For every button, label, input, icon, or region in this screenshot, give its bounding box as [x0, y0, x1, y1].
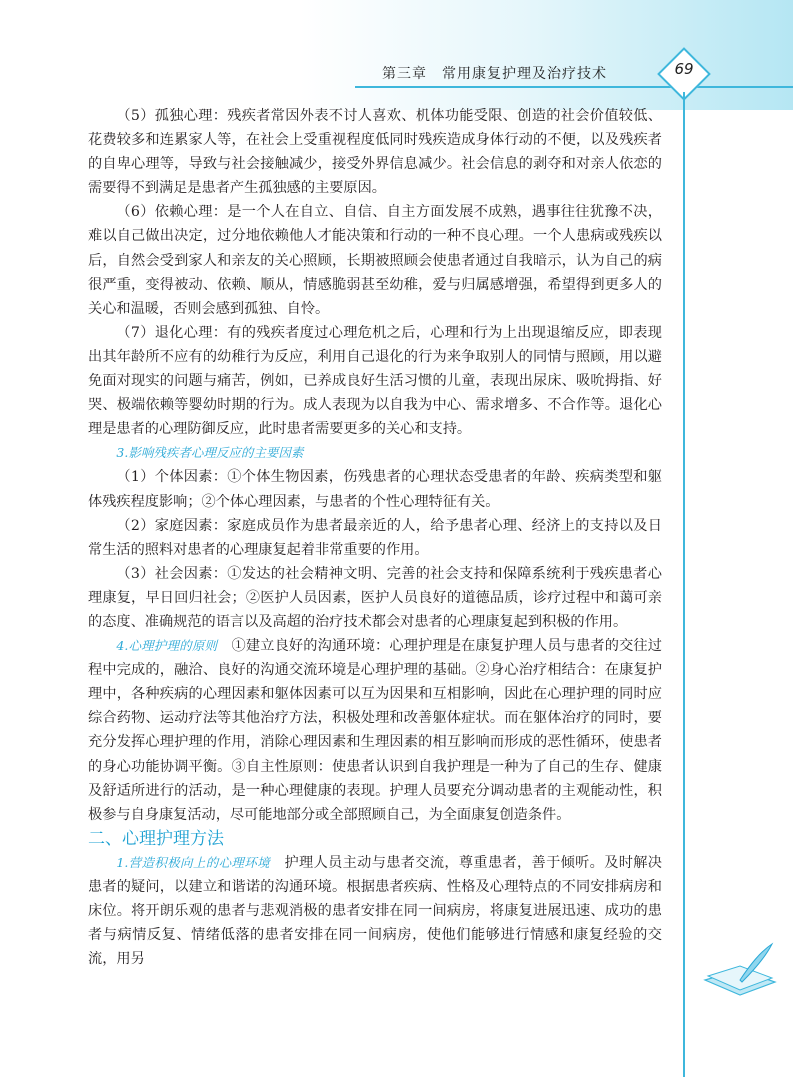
- book-quill-icon: [700, 940, 780, 1000]
- subheading-factors: [88, 441, 662, 465]
- header-gradient: [300, 0, 793, 110]
- paragraph-factor-social: （3）社会因素：①发达的社会精神文明、完善的社会支持和保障系统利于残疾患者心理康复，早日回归社会；②医护人员因素，医护人员良好的道德品质，诊疗过程中和蔼可亲的态度、准确规范的语言以及高超的治疗技术都会对患者的心理康复起到积极的作用。: [88, 565, 662, 630]
- paragraph-method-1: [88, 851, 662, 971]
- page-number: 69: [674, 60, 694, 78]
- page-body: [88, 104, 662, 971]
- margin-rule: [683, 92, 685, 1077]
- subheading-1: 1.营造积极向上的心理环境: [116, 854, 270, 870]
- header-band: [0, 0, 793, 110]
- paragraph-dependence: （6）依赖心理：是一个人在自立、自信、自主方面发展不成熟，遇事往往犹豫不决，难以自己做出决定，过分地依赖他人才能决策和行动的一种不良心理。一个人患病或残疾以后，自然会受到家人和亲友的关心照顾，长期被照顾会使患者通过自我暗示，认为自己的病很严重，变得被动、依赖、顺从，情感脆弱甚至幼稚，爱与归属感增强，希望得到更多人的关心和温暖，否则会感到孤独、自怜。: [88, 204, 662, 317]
- section-title: 二、心理护理方法: [88, 828, 224, 849]
- header-rule: [355, 86, 793, 88]
- paragraph-principles: [88, 634, 662, 827]
- subheading-4: 4.心理护理的原则: [116, 638, 218, 654]
- principles-text: ①建立良好的沟通环境：心理护理是在康复护理人员与患者的交往过程中完成的，融洽、良好的沟通交流环境是心理护理的基础。②身心治疗相结合：在康复护理中，各种疾病的心理因素和躯体因素可以互为因果和互相影响，因此在心理护理的同时应综合药物、运动疗法等其他治疗方法，积极处理和改善躯体症状。而在躯体治疗的同时，要充分发挥心理护理的作用，消除心理因素和生理因素的相互影响而形成的恶性循环，使患者的身心功能协调平衡。③自主性原则：使患者认识到自我护理是一种为了自己的生存、健康及舒适所进行的活动，是一种心理健康的表现。护理人员要充分调动患者的主观能动性，积极参与自身康复活动，尽可能地部分或全部照顾自己，为全面康复创造条件。: [88, 638, 662, 823]
- paragraph-loneliness: （5）孤独心理：残疾者常因外表不讨人喜欢、机体功能受限、创造的社会价值较低、花费较多和连累家人等，在社会上受重视程度低同时残疾造成身体行动的不便，以及残疾者的自卑心理等，导致与社会接触减少，接受外界信息减少。社会信息的剥夺和对亲人依恋的需要得不到满足是患者产生孤独感的主要原因。: [88, 108, 662, 197]
- subheading-3: 3.影响残疾者心理反应的主要因素: [116, 445, 304, 461]
- paragraph-factor-individual: （1）个体因素：①个体生物因素，伤残患者的心理状态受患者的年龄、疾病类型和躯体残疾程度影响；②个体心理因素，与患者的个性心理特征有关。: [88, 469, 662, 510]
- method1-text: 护理人员主动与患者交流，尊重患者，善于倾听。及时解决患者的疑问，以建立和谐诺的沟通环境。根据患者疾病、性格及心理特点的不同安排病房和床位。将开朗乐观的患者与悲观消极的患者安排在同一间病房，将康复进展迅速、成功的患者与病情反复、情绪低落的患者安排在同一间病房，使他们能够进行情感和康复经验的交流，用另: [88, 854, 662, 968]
- paragraph-factor-family: （2）家庭因素：家庭成员作为患者最亲近的人，给予患者心理、经济上的支持以及日常生活的照料对患者的心理康复起着非常重要的作用。: [88, 517, 662, 558]
- paragraph-regression: （7）退化心理：有的残疾者度过心理危机之后，心理和行为上出现退缩反应，即表现出其年龄所不应有的幼稚行为反应，利用自己退化的行为来争取别人的同情与照顾，用以避免面对现实的问题与痛苦，例如，已养成良好生活习惯的儿童，表现出尿床、吸吮拇指、好哭、极端依赖等婴幼时期的行为。成人表现为以自我为中心、需求增多、不合作等。退化心理是患者的心理防御反应，此时患者需要更多的关心和支持。: [88, 324, 662, 438]
- chapter-title: 第三章 常用康复护理及治疗技术: [382, 66, 607, 82]
